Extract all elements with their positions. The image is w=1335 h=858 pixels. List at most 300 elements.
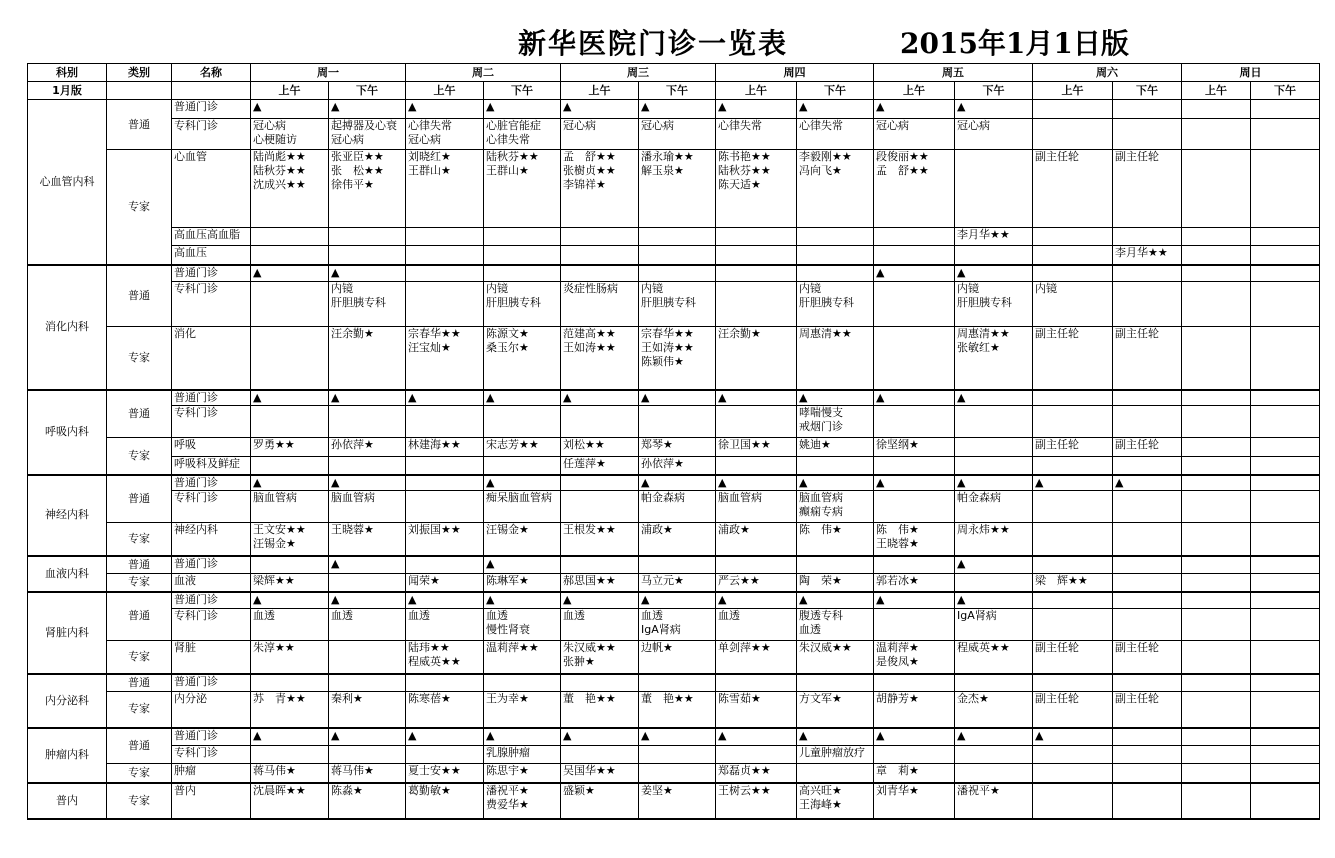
table-row: [28, 592, 1320, 609]
schedule-cell: [484, 246, 561, 265]
schedule-cell: [797, 246, 874, 265]
schedule-entry: 梁辉★★: [253, 574, 295, 587]
schedule-cell: [874, 475, 955, 491]
schedule-cell: [639, 265, 716, 282]
schedule-entry: 冠心病: [641, 119, 674, 132]
schedule-cell: [251, 406, 329, 438]
schedule-cell: [1251, 523, 1320, 556]
schedule-cell: [1113, 119, 1182, 150]
header-pm: 下午: [484, 82, 561, 100]
schedule-cell: [639, 609, 716, 641]
schedule-body: [28, 100, 1320, 819]
table-row: [28, 406, 1320, 438]
schedule-cell: [484, 438, 561, 457]
schedule-entry: 心梗随访: [253, 133, 297, 146]
schedule-entry: 陶 荣★: [799, 574, 842, 587]
clinic-name-cell: 普通门诊: [172, 728, 251, 746]
clinic-name-cell: 消化: [172, 327, 251, 390]
schedule-entry: 陆秋芬★★: [718, 164, 771, 177]
schedule-entry: ▲: [957, 390, 966, 404]
schedule-entry: 儿童肿瘤放疗: [799, 746, 865, 759]
schedule-entry: 沈成兴★★: [253, 178, 306, 191]
schedule-cell: [329, 406, 406, 438]
schedule-cell: [484, 282, 561, 327]
schedule-entry: 郑磊贞★★: [718, 764, 771, 777]
schedule-cell: [1182, 692, 1251, 728]
schedule-table: [27, 63, 1320, 820]
schedule-cell: [329, 746, 406, 764]
header-pm: 下午: [1251, 82, 1320, 100]
schedule-entry: 林建海★★: [408, 438, 461, 451]
clinic-name-cell: 内分泌: [172, 692, 251, 728]
schedule-cell: [484, 150, 561, 228]
schedule-cell: [1182, 523, 1251, 556]
schedule-cell: [874, 674, 955, 692]
schedule-entry: 张 松★★: [331, 164, 384, 177]
schedule-cell: [955, 438, 1033, 457]
schedule-cell: [716, 764, 797, 783]
header-am: 上午: [1182, 82, 1251, 100]
schedule-cell: [1033, 641, 1113, 674]
schedule-cell: [484, 523, 561, 556]
schedule-entry: 李月华★★: [1115, 246, 1168, 259]
schedule-entry: 吴国华★★: [563, 764, 616, 777]
schedule-cell: [561, 438, 639, 457]
schedule-entry: ▲: [957, 592, 966, 606]
schedule-cell: [716, 574, 797, 592]
header-day: 周四: [716, 64, 874, 82]
schedule-entry: ▲: [641, 475, 650, 489]
schedule-cell: [1182, 728, 1251, 746]
schedule-entry: 王文安★★: [253, 523, 306, 536]
schedule-entry: ▲: [408, 390, 417, 404]
schedule-cell: [716, 246, 797, 265]
schedule-cell: [797, 491, 874, 523]
schedule-cell: [1251, 246, 1320, 265]
schedule-cell: [797, 265, 874, 282]
schedule-cell: [329, 100, 406, 119]
header-day: 周二: [406, 64, 561, 82]
schedule-entry: 血透: [641, 609, 663, 622]
schedule-cell: [1251, 475, 1320, 491]
category-cell: 普通: [107, 592, 172, 641]
schedule-entry: 副主任轮: [1115, 327, 1159, 340]
page-title: 新华医院门诊一览表: [518, 27, 789, 60]
department-cell: 消化内科: [28, 265, 107, 390]
schedule-entry: 严云★★: [718, 574, 760, 587]
schedule-entry: 副主任轮: [1035, 150, 1079, 163]
schedule-cell: [329, 692, 406, 728]
schedule-entry: 血透: [799, 623, 821, 636]
schedule-entry: ▲: [486, 390, 495, 404]
clinic-name-cell: 专科门诊: [172, 609, 251, 641]
schedule-cell: [716, 692, 797, 728]
header-pm: 下午: [797, 82, 874, 100]
schedule-entry: 刘松★★: [563, 438, 605, 451]
schedule-cell: [1182, 119, 1251, 150]
schedule-cell: [1113, 406, 1182, 438]
schedule-cell: [639, 100, 716, 119]
schedule-cell: [955, 100, 1033, 119]
schedule-cell: [874, 438, 955, 457]
schedule-entry: 汪宝灿★: [408, 341, 451, 354]
table-row: [28, 523, 1320, 556]
schedule-cell: [955, 119, 1033, 150]
schedule-entry: 心律失常: [408, 119, 452, 132]
category-cell: 专家: [107, 692, 172, 728]
schedule-cell: [874, 282, 955, 327]
schedule-entry: 汪余勤★: [718, 327, 761, 340]
schedule-cell: [1182, 406, 1251, 438]
schedule-cell: [1182, 556, 1251, 574]
schedule-cell: [955, 556, 1033, 574]
clinic-name-cell: 专科门诊: [172, 491, 251, 523]
header-day: 周五: [874, 64, 1033, 82]
schedule-cell: [797, 592, 874, 609]
schedule-cell: [797, 746, 874, 764]
header-am: 上午: [561, 82, 639, 100]
schedule-cell: [716, 592, 797, 609]
clinic-name-cell: 高血压: [172, 246, 251, 265]
header-empty: [172, 82, 251, 100]
schedule-cell: [797, 390, 874, 406]
schedule-cell: [1113, 438, 1182, 457]
schedule-cell: [1033, 438, 1113, 457]
table-row: [28, 764, 1320, 783]
clinic-name-cell: 高血压高血脂: [172, 228, 251, 246]
category-cell: 普通: [107, 674, 172, 692]
schedule-cell: [329, 674, 406, 692]
schedule-cell: [561, 783, 639, 819]
schedule-cell: [1033, 475, 1113, 491]
schedule-cell: [797, 438, 874, 457]
schedule-entry: ▲: [253, 592, 262, 606]
category-cell: 专家: [107, 150, 172, 265]
schedule-cell: [797, 728, 874, 746]
schedule-cell: [797, 228, 874, 246]
schedule-cell: [561, 100, 639, 119]
schedule-entry: ▲: [718, 475, 727, 489]
category-cell: 专家: [107, 438, 172, 475]
header-name: 名称: [172, 64, 251, 82]
category-cell: 普通: [107, 265, 172, 327]
schedule-cell: [406, 457, 484, 475]
schedule-cell: [251, 491, 329, 523]
schedule-cell: [329, 457, 406, 475]
schedule-cell: [561, 457, 639, 475]
category-cell: 专家: [107, 783, 172, 819]
schedule-cell: [406, 523, 484, 556]
schedule-cell: [406, 406, 484, 438]
category-cell: 普通: [107, 556, 172, 574]
table-row: [28, 265, 1320, 282]
schedule-cell: [406, 764, 484, 783]
schedule-cell: [329, 246, 406, 265]
schedule-entry: 葛勤敏★: [408, 783, 451, 797]
schedule-entry: ▲: [957, 265, 966, 279]
schedule-entry: 王晓蓉★: [876, 537, 919, 550]
table-row: [28, 457, 1320, 475]
schedule-cell: [1182, 327, 1251, 390]
schedule-entry: 苏 青★★: [253, 692, 306, 705]
schedule-cell: [329, 150, 406, 228]
schedule-entry: 王根发★★: [563, 523, 616, 536]
schedule-cell: [1182, 150, 1251, 228]
schedule-cell: [1033, 150, 1113, 228]
schedule-cell: [1113, 475, 1182, 491]
header-am: 上午: [1033, 82, 1113, 100]
schedule-cell: [955, 641, 1033, 674]
schedule-entry: ▲: [641, 390, 650, 404]
schedule-cell: [955, 406, 1033, 438]
schedule-cell: [639, 728, 716, 746]
schedule-cell: [716, 150, 797, 228]
schedule-entry: 张敏红★: [957, 341, 1000, 354]
schedule-cell: [406, 609, 484, 641]
schedule-cell: [329, 438, 406, 457]
category-cell: 普通: [107, 100, 172, 150]
schedule-entry: 周惠清★★: [957, 327, 1010, 340]
schedule-entry: 郑琴★: [641, 438, 673, 451]
schedule-cell: [874, 390, 955, 406]
schedule-entry: 内镜: [331, 282, 353, 295]
schedule-entry: 方文军★: [799, 692, 842, 705]
schedule-entry: 张翀★: [563, 655, 595, 668]
schedule-entry: 梁 辉★★: [1035, 574, 1088, 587]
schedule-cell: [251, 746, 329, 764]
schedule-cell: [639, 150, 716, 228]
schedule-cell: [484, 265, 561, 282]
header-am: 上午: [874, 82, 955, 100]
schedule-entry: ▲: [331, 556, 340, 570]
schedule-entry: 费爱华★: [486, 797, 529, 811]
schedule-entry: 孙依萍★: [641, 457, 684, 470]
schedule-cell: [484, 728, 561, 746]
schedule-entry: 陆秋芬★★: [253, 164, 306, 177]
schedule-cell: [797, 475, 874, 491]
table-row: [28, 556, 1320, 574]
schedule-cell: [716, 327, 797, 390]
schedule-entry: ▲: [253, 100, 262, 113]
schedule-cell: [955, 692, 1033, 728]
schedule-cell: [1033, 592, 1113, 609]
schedule-cell: [484, 406, 561, 438]
schedule-entry: 潘永瑜★★: [641, 150, 694, 163]
schedule-cell: [955, 475, 1033, 491]
schedule-cell: [874, 265, 955, 282]
schedule-entry: 副主任轮: [1115, 692, 1159, 705]
schedule-cell: [1251, 574, 1320, 592]
clinic-name-cell: 普通门诊: [172, 592, 251, 609]
schedule-cell: [1182, 390, 1251, 406]
schedule-cell: [639, 523, 716, 556]
schedule-cell: [874, 246, 955, 265]
schedule-entry: 温莉萍★★: [486, 641, 539, 654]
schedule-cell: [251, 674, 329, 692]
schedule-entry: 夏士安★★: [408, 764, 461, 777]
schedule-cell: [639, 119, 716, 150]
schedule-cell: [251, 119, 329, 150]
schedule-cell: [484, 119, 561, 150]
header-row-days: [28, 64, 1320, 82]
schedule-entry: 孟 舒★★: [876, 164, 929, 177]
schedule-entry: 肝胆胰专科: [799, 296, 854, 309]
schedule-cell: [1033, 764, 1113, 783]
schedule-cell: [955, 523, 1033, 556]
schedule-entry: 秦利★: [331, 692, 363, 705]
schedule-cell: [639, 491, 716, 523]
schedule-cell: [484, 746, 561, 764]
schedule-entry: 陈源文★: [486, 327, 529, 340]
department-cell: 血液内科: [28, 556, 107, 592]
schedule-entry: 宗春华★★: [408, 327, 461, 340]
schedule-cell: [1113, 556, 1182, 574]
schedule-cell: [251, 764, 329, 783]
schedule-cell: [1113, 265, 1182, 282]
schedule-entry: 冠心病: [408, 133, 441, 146]
schedule-entry: 朱汉威★★: [799, 641, 852, 654]
clinic-name-cell: 普内: [172, 783, 251, 819]
schedule-cell: [797, 641, 874, 674]
schedule-entry: 肝胆胰专科: [957, 296, 1012, 309]
schedule-cell: [639, 390, 716, 406]
schedule-cell: [1113, 746, 1182, 764]
schedule-entry: 血透: [563, 609, 585, 622]
schedule-cell: [874, 641, 955, 674]
schedule-entry: 副主任轮: [1115, 438, 1159, 451]
schedule-cell: [797, 327, 874, 390]
clinic-name-cell: 血液: [172, 574, 251, 592]
schedule-cell: [406, 475, 484, 491]
header-category: 类别: [107, 64, 172, 82]
schedule-cell: [484, 692, 561, 728]
header-pm: 下午: [329, 82, 406, 100]
schedule-cell: [716, 265, 797, 282]
schedule-cell: [639, 674, 716, 692]
schedule-cell: [955, 150, 1033, 228]
schedule-cell: [251, 728, 329, 746]
schedule-cell: [955, 592, 1033, 609]
schedule-cell: [406, 282, 484, 327]
schedule-cell: [1182, 592, 1251, 609]
schedule-entry: 血透: [486, 609, 508, 622]
schedule-cell: [639, 406, 716, 438]
schedule-entry: 程威英★★: [957, 641, 1010, 654]
schedule-cell: [1251, 556, 1320, 574]
schedule-entry: 脑血管病: [718, 491, 762, 504]
schedule-cell: [484, 674, 561, 692]
schedule-entry: 刘振国★★: [408, 523, 461, 536]
schedule-entry: 郝思国★★: [563, 574, 616, 587]
schedule-cell: [874, 609, 955, 641]
schedule-cell: [1182, 491, 1251, 523]
schedule-entry: 孙依萍★: [331, 438, 374, 451]
category-cell: 专家: [107, 764, 172, 783]
schedule-cell: [1033, 327, 1113, 390]
schedule-cell: [251, 265, 329, 282]
schedule-cell: [797, 609, 874, 641]
schedule-cell: [1182, 764, 1251, 783]
schedule-entry: ▲: [718, 390, 727, 404]
department-cell: 心血管内科: [28, 100, 107, 265]
table-row: [28, 438, 1320, 457]
schedule-entry: 陈思宇★: [486, 764, 529, 777]
schedule-cell: [484, 327, 561, 390]
schedule-cell: [484, 764, 561, 783]
clinic-name-cell: 专科门诊: [172, 119, 251, 150]
schedule-cell: [251, 100, 329, 119]
table-row: [28, 783, 1320, 819]
schedule-cell: [716, 100, 797, 119]
department-cell: 呼吸内科: [28, 390, 107, 475]
schedule-cell: [251, 438, 329, 457]
header-am: 上午: [406, 82, 484, 100]
schedule-entry: ▲: [331, 390, 340, 404]
schedule-cell: [561, 390, 639, 406]
schedule-entry: 张樹贞★★: [563, 164, 616, 177]
schedule-entry: ▲: [1115, 475, 1124, 489]
schedule-entry: 心律失常: [799, 119, 843, 132]
schedule-entry: 陈寒蓓★: [408, 692, 451, 705]
header-day: 周一: [251, 64, 406, 82]
schedule-cell: [251, 390, 329, 406]
schedule-cell: [484, 475, 561, 491]
header-pm: 下午: [955, 82, 1033, 100]
schedule-cell: [955, 457, 1033, 475]
schedule-cell: [329, 764, 406, 783]
schedule-cell: [1251, 327, 1320, 390]
schedule-entry: 王如涛★★: [641, 341, 694, 354]
schedule-entry: 姜坚★: [641, 783, 673, 797]
table-row: [28, 746, 1320, 764]
schedule-entry: 帕金森病: [957, 491, 1001, 504]
schedule-entry: 任莲萍★: [563, 457, 606, 470]
schedule-entry: 冠心病: [876, 119, 909, 132]
schedule-cell: [561, 246, 639, 265]
schedule-cell: [797, 406, 874, 438]
schedule-cell: [1251, 674, 1320, 692]
table-row: [28, 491, 1320, 523]
schedule-cell: [639, 641, 716, 674]
department-cell: 肾脏内科: [28, 592, 107, 674]
schedule-cell: [561, 523, 639, 556]
schedule-cell: [716, 457, 797, 475]
schedule-cell: [406, 438, 484, 457]
schedule-cell: [716, 523, 797, 556]
schedule-entry: 董 艳★★: [563, 692, 616, 705]
schedule-cell: [406, 556, 484, 574]
schedule-cell: [874, 783, 955, 819]
schedule-entry: ▲: [799, 100, 808, 113]
schedule-cell: [955, 746, 1033, 764]
schedule-cell: [955, 327, 1033, 390]
schedule-entry: ▲: [957, 556, 966, 570]
schedule-cell: [874, 406, 955, 438]
header-day: 周三: [561, 64, 716, 82]
schedule-cell: [561, 746, 639, 764]
schedule-cell: [874, 556, 955, 574]
schedule-entry: 脑血管病: [331, 491, 375, 504]
schedule-cell: [716, 491, 797, 523]
schedule-cell: [1033, 556, 1113, 574]
schedule-cell: [329, 282, 406, 327]
schedule-cell: [1033, 406, 1113, 438]
schedule-cell: [1182, 228, 1251, 246]
schedule-entry: 冯向飞★: [799, 164, 842, 177]
schedule-cell: [797, 150, 874, 228]
schedule-cell: [329, 475, 406, 491]
schedule-cell: [639, 692, 716, 728]
